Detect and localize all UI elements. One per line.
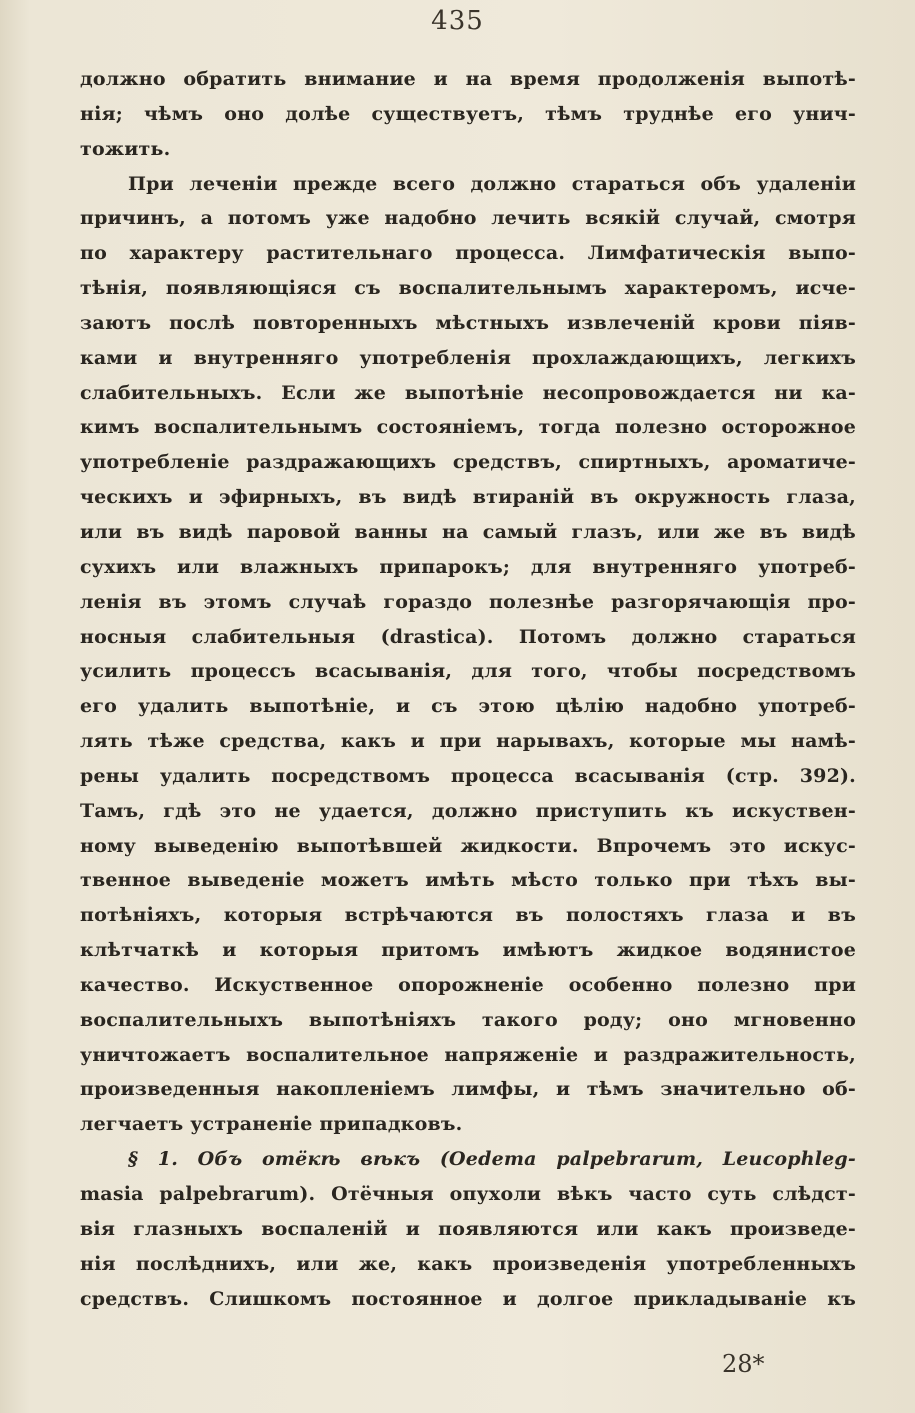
paragraph-start-line: При леченіи прежде всего должно стараться объ удаленіи (128, 172, 856, 195)
text-line: клѣтчаткѣ и которыя притомъ имѣютъ жидкое водянистое (80, 939, 856, 962)
text-line: или въ видѣ паровой ванны на самый глазъ, или же въ видѣ (80, 520, 856, 543)
text-line: усилить процессъ всасыванія, для того, чтобы посредствомъ (80, 660, 856, 683)
signature-mark: 28* (722, 1350, 765, 1378)
text-line: употребленіе раздражающихъ средствъ, спиртныхъ, ароматиче- (80, 451, 856, 474)
text-line: заютъ послѣ повторенныхъ мѣстныхъ извлеченій крови піяв- (80, 311, 856, 334)
text-line: лять тѣже средства, какъ и при нарывахъ, которые мы намѣ- (80, 730, 856, 753)
text-line: masia palpebrarum). Отёчныя опухоли вѣкъ часто суть слѣдст- (80, 1183, 856, 1205)
text-line: тожить. (80, 137, 171, 160)
section-heading-line: § 1. Объ отёкѣ вѣкъ (Oedema palpebrarum, Leucophleg- (128, 1148, 856, 1171)
text-line: воспалительныхъ выпотѣніяхъ такого роду; оно мгновенно (80, 1008, 856, 1031)
text-line: сухихъ или влажныхъ припарокъ; для внутренняго употреб- (80, 555, 856, 578)
page-number: 435 (431, 6, 484, 36)
text-line: ленія въ этомъ случаѣ гораздо полезнѣе разгорячающія про- (80, 590, 856, 613)
text-line: Тамъ, гдѣ это не удается, должно приступить къ искуствен- (80, 799, 856, 822)
text-line: по характеру растительнаго процесса. Лимфатическія выпо- (80, 242, 856, 265)
text-line: тѣнія, появляющіяся съ воспалительнымъ характеромъ, исче- (80, 277, 856, 300)
text-line: причинъ, а потомъ уже надобно лечить всякій случай, смотря (80, 207, 856, 230)
text-line: вія глазныхъ воспаленій и появляются или какъ произведе- (80, 1217, 856, 1240)
text-line: кимъ воспалительнымъ состояніемъ, тогда полезно осторожное (80, 416, 856, 439)
text-line: ческихъ и эфирныхъ, въ видѣ втираній въ окружность глаза, (80, 486, 856, 509)
text-line: ному выведенію выпотѣвшей жидкости. Впрочемъ это искус- (80, 834, 856, 857)
text-line: нія; чѣмъ оно долѣе существуетъ, тѣмъ труднѣе его унич- (80, 102, 856, 125)
text-line: слабительныхъ. Если же выпотѣніе несопровождается ни ка- (80, 381, 856, 404)
text-line: ками и внутренняго употребленія прохлаждающихъ, легкихъ (80, 346, 856, 369)
text-line: рены удалить посредствомъ процесса всасыванія (стр. 392). (80, 764, 856, 787)
body-text (80, 62, 856, 1316)
text-line: твенное выведеніе можетъ имѣть мѣсто только при тѣхъ вы- (80, 869, 856, 892)
text-line: средствъ. Слишкомъ постоянное и долгое прикладываніе къ (80, 1287, 856, 1310)
text-line: потѣніяхъ, которыя встрѣчаются въ полостяхъ глаза и въ (80, 904, 856, 927)
text-line: качество. Искуственное опорожненіе особенно полезно при (80, 973, 856, 996)
text-line: носныя слабительныя (drastica). Потомъ должно стараться (80, 625, 856, 648)
text-line: уничтожаетъ воспалительное напряженіе и раздражительность, (80, 1043, 856, 1066)
text-line: его удалить выпотѣніе, и съ этою цѣлію надобно употреб- (80, 695, 856, 718)
text-line: произведенныя накопленіемъ лимфы, и тѣмъ значительно об- (80, 1078, 856, 1101)
text-line: должно обратить внимание и на время продолженія выпотѣ- (80, 68, 856, 90)
text-line: нія послѣднихъ, или же, какъ произведенія употребленныхъ (80, 1252, 856, 1275)
text-line: легчаетъ устраненіе припадковъ. (80, 1113, 463, 1136)
